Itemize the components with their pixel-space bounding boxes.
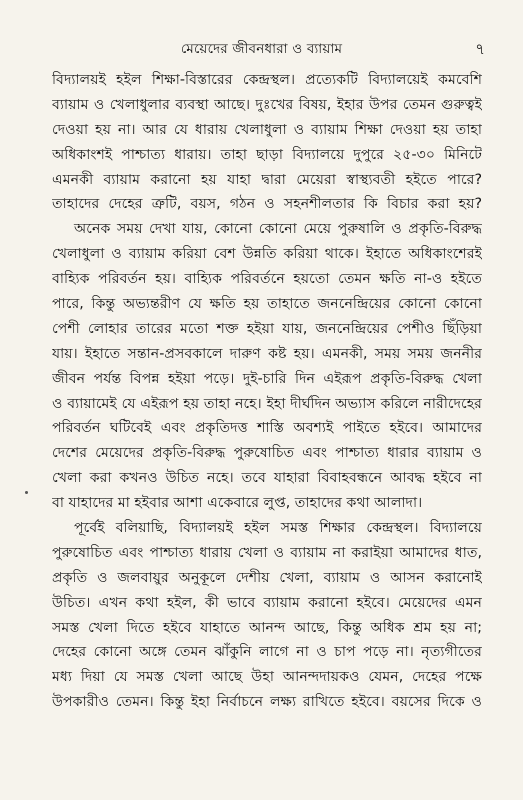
text-line: উচিত। এখন কথা হইল, কী ভাবে ব্যায়াম করানো হইবে। মেয়েদের এমন (52, 594, 482, 611)
text-line: বা যাহাদের মা হইবার আশা একেবারে লুপ্ত, তাহাদের কথা আলাদা। (52, 495, 423, 512)
text-line: খেলা করা কখনও উচিত নহে। তবে যাহারা বিবাহবন্ধনে আবদ্ধ হইবে না (52, 470, 482, 487)
text-line: পুরুষোচিত এবং পাশ্চাত্য ধারায় খেলা ও ব্যায়াম না করাইয়া আমাদের ধাত, (52, 544, 482, 561)
page-header (0, 38, 523, 62)
text-line: অনেক সময় দেখা যায়, কোনো কোনো মেয়ে পুরুষালি ও প্রকৃতি-বিরুদ্ধ (74, 221, 482, 238)
text-line: জীবন পর্যন্ত বিপন্ন হইয়া পড়ে। দুই-চারি দিন এইরূপ প্রকৃতি-বিরুদ্ধ খেলা (52, 370, 482, 387)
text-line: পেশী লোহার তারের মতো শক্ত হইয়া যায়, জননেন্দ্রিয়ের পেশীও ছিঁড়িয়া (52, 320, 482, 337)
running-title: মেয়েদের জীবনধারা ও ব্যায়াম (180, 41, 343, 57)
text-line: দেহের কোনো অঙ্গে তেমন ঝাঁকুনি লাগে না ও চাপ পড়ে না। নৃত্যগীতের (52, 644, 482, 661)
ink-speck (25, 491, 28, 494)
text-line: ও ব্যায়ামেই যে এইরূপ হয় তাহা নহে। ইহা দীর্ঘদিন অভ্যাস করিলে নারীদেহের (52, 395, 482, 412)
text-line: বাহ্যিক পরিবর্তন হয়। বাহ্যিক পরিবর্তনে হয়তো তেমন ক্ষতি না-ও হইতে (52, 271, 482, 288)
text-line: খেলাধুলা ও ব্যায়াম করিয়া বেশ উন্নতি করিয়া থাকে। ইহাতে অধিকাংশেরই (52, 246, 482, 263)
text-line: সমস্ত খেলা দিতে হইবে যাহাতে আনন্দ আছে, কিন্তু অধিক শ্রম হয় না; (52, 619, 482, 636)
text-line: তাহাদের দেহের ত্রুটি, বয়স, গঠন ও সহনশীলতার কি বিচার করা হয়? (52, 196, 482, 213)
text-line: দেশের মেয়েদের প্রকৃতি-বিরুদ্ধ পুরুষোচিত এবং পাশ্চাত্য ধারার ব্যায়াম ও (52, 445, 482, 462)
text-line: ব্যায়াম ও খেলাধুলার ব্যবস্থা আছে। দুঃখের বিষয়, ইহার উপর তেমন গুরুত্বই (52, 96, 482, 113)
text-line: উপকারীও তেমন। কিন্তু ইহা নির্বাচনে লক্ষ্য রাখিতে হইবে। বয়সের দিকে ও (52, 694, 482, 711)
text-line: এমনকী ব্যায়াম করানো হয় যাহা দ্বারা মেয়েরা স্বাস্থ্যবতী হইতে পারে? (52, 171, 482, 188)
page-number: ৭ (475, 40, 485, 58)
text-line: পরিবর্তন ঘটিবেই এবং প্রকৃতিদত্ত শাস্তি অবশ্যই পাইতে হইবে। আমাদের (52, 420, 482, 437)
text-line: পূর্বেই বলিয়াছি, বিদ্যালয়ই হইল সমস্ত শিক্ষার কেন্দ্রস্থল। বিদ্যালয়ে (74, 520, 482, 537)
text-line: মধ্য দিয়া যে সমস্ত খেলা আছে উহা আনন্দদায়কও যেমন, দেহের পক্ষে (52, 669, 482, 686)
text-line: বিদ্যালয়ই হইল শিক্ষা-বিস্তারের কেন্দ্রস্থল। প্রত্যেকটি বিদ্যালয়েই কমবেশি (52, 72, 482, 88)
text-line: প্রকৃতি ও জলবায়ুর অনুকূলে দেশীয় খেলা, ব্যায়াম ও আসন করানোই (52, 569, 482, 586)
text-line: অধিকাংশই পাশ্চাত্য ধারায়। তাহা ছাড়া বিদ্যালয়ে দুপুরে ২৫-৩০ মিনিটে (52, 146, 482, 163)
body-text (52, 68, 482, 715)
text-line: দেওয়া হয় না। আর যে ধারায় খেলাধুলা ও ব্যায়াম শিক্ষা দেওয়া হয় তাহা (52, 121, 482, 138)
text-line: পারে, কিন্তু অভ্যন্তরীণ যে ক্ষতি হয় তাহাতে জননেন্দ্রিয়ের কোনো কোনো (52, 296, 482, 313)
text-line: যায়। ইহাতে সন্তান-প্রসবকালে দারুণ কষ্ট হয়। এমনকী, সময় সময় জননীর (52, 345, 482, 362)
